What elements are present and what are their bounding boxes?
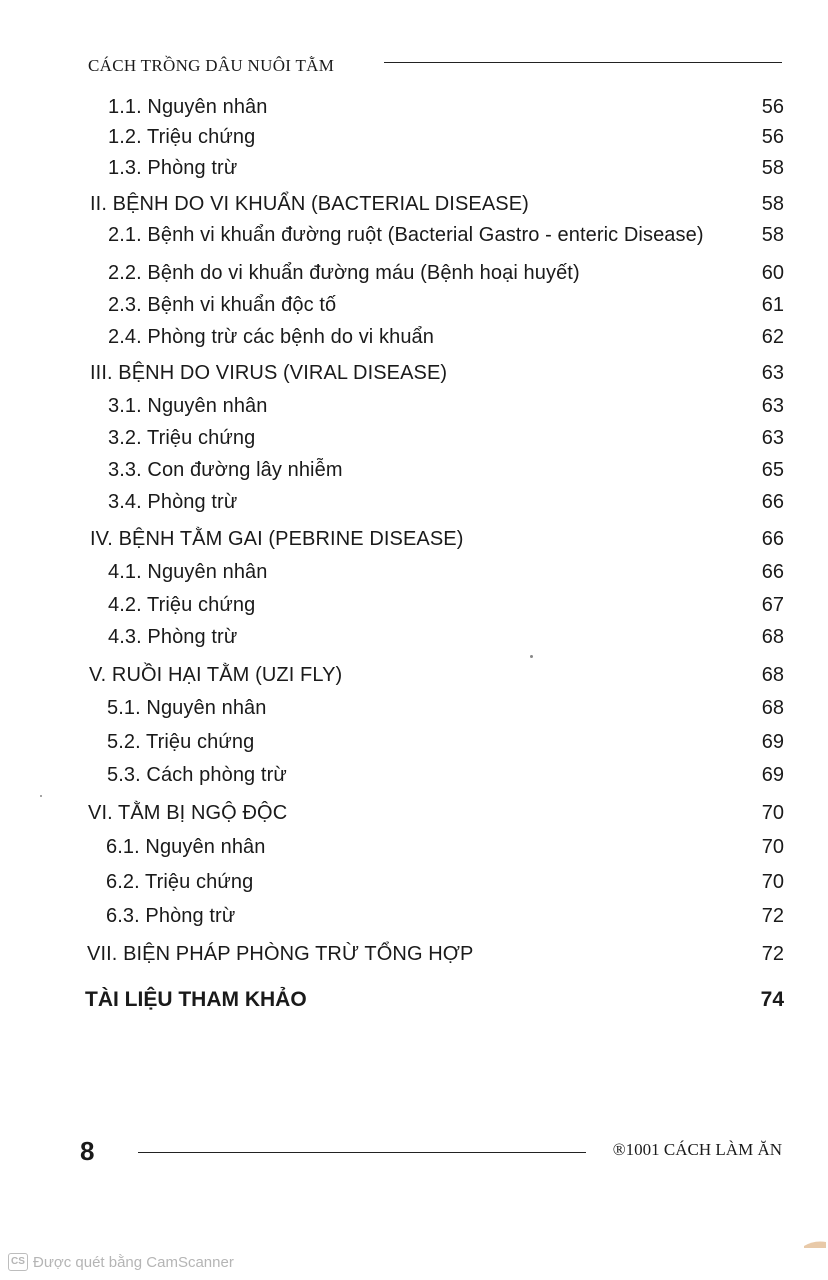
toc-entry-label: IV. BỆNH TẰM GAI (PEBRINE DISEASE) <box>90 528 464 550</box>
toc-entry <box>108 294 784 317</box>
toc-entry <box>108 594 784 617</box>
toc-entry-page: 62 <box>761 326 784 348</box>
page-number: 8 <box>80 1136 95 1166</box>
toc-entry-label: 5.1. Nguyên nhân <box>107 697 267 719</box>
toc-entry-label: 2.2. Bệnh do vi khuẩn đường máu (Bệnh hoại huyết) <box>108 262 580 284</box>
toc-entry-page: 63 <box>761 362 784 384</box>
toc-entry <box>90 528 784 551</box>
toc-entry-page: 60 <box>761 262 784 284</box>
toc-entry-page: 72 <box>761 905 784 927</box>
toc-entry-page: 58 <box>761 157 784 179</box>
toc-entry <box>90 193 784 216</box>
toc-entry-page: 72 <box>761 943 784 965</box>
toc-entry <box>108 326 784 349</box>
toc-entry-page: 68 <box>761 697 784 719</box>
toc-entry <box>108 96 784 119</box>
toc-entry-label: VII. BIỆN PHÁP PHÒNG TRỪ TỔNG HỢP <box>87 943 474 965</box>
toc-entry <box>108 427 784 450</box>
toc-entry-page: 65 <box>761 459 784 481</box>
camscanner-watermark <box>8 1251 234 1273</box>
toc-entry-page: 68 <box>761 664 784 686</box>
scan-speck <box>40 795 42 797</box>
toc-entry <box>106 836 784 859</box>
toc-entry-label: 1.2. Triệu chứng <box>108 126 256 148</box>
corner-smudge <box>804 1242 826 1249</box>
toc-entry-page: 74 <box>760 988 784 1011</box>
toc-entry <box>108 224 784 247</box>
toc-entry-page: 69 <box>761 731 784 753</box>
toc-entry-label: 2.3. Bệnh vi khuẩn độc tố <box>108 294 337 316</box>
toc-entry-page: 67 <box>761 594 784 616</box>
toc-entry <box>108 157 784 180</box>
toc-entry <box>108 491 784 514</box>
toc-entry <box>107 697 784 720</box>
toc-entry <box>106 905 784 928</box>
toc-entry <box>107 764 784 787</box>
toc-entry-page: 70 <box>761 802 784 824</box>
toc-entry <box>106 871 784 894</box>
toc-entry-page: 58 <box>761 193 784 215</box>
toc-entry-label: 6.1. Nguyên nhân <box>106 836 266 858</box>
toc-entry <box>108 459 784 482</box>
toc-entry-page: 70 <box>761 871 784 893</box>
toc-entry <box>108 626 784 649</box>
footer-rule <box>138 1152 586 1153</box>
toc-entry-label: 1.1. Nguyên nhân <box>108 96 268 118</box>
toc-entry-label: 4.1. Nguyên nhân <box>108 561 268 583</box>
toc-entry-label: 3.3. Con đường lây nhiễm <box>108 459 343 481</box>
toc-entry-label: 2.4. Phòng trừ các bệnh do vi khuẩn <box>108 326 434 348</box>
toc-entry-page: 61 <box>761 294 784 316</box>
toc-entry-label: 6.2. Triệu chứng <box>106 871 254 893</box>
toc-entry-page: 56 <box>761 126 784 148</box>
toc-entry-label: 4.2. Triệu chứng <box>108 594 256 616</box>
toc-entry-label: V. RUỒI HẠI TẰM (UZI FLY) <box>89 664 343 686</box>
toc-entry-label: 3.2. Triệu chứng <box>108 427 256 449</box>
toc-entry <box>89 664 784 687</box>
toc-entry-label: 2.1. Bệnh vi khuẩn đường ruột (Bacterial Gastro - enteric Disease) <box>108 224 704 246</box>
toc-entry-label: TÀI LIỆU THAM KHẢO <box>85 988 307 1011</box>
toc-entry <box>90 362 784 385</box>
toc-entry-page: 66 <box>761 491 784 513</box>
page-corner-mark <box>802 1236 828 1250</box>
toc-entry-page: 68 <box>761 626 784 648</box>
toc-entry-label: 6.3. Phòng trừ <box>106 905 236 927</box>
toc-entry-label: III. BỆNH DO VIRUS (VIRAL DISEASE) <box>90 362 448 384</box>
toc-entry <box>108 262 784 285</box>
toc-entry-label: II. BỆNH DO VI KHUẨN (BACTERIAL DISEASE) <box>90 193 529 215</box>
book-title: CÁCH TRỒNG DÂU NUÔI TẰM <box>88 56 335 75</box>
toc-entry <box>87 943 784 966</box>
toc-entry <box>108 395 784 418</box>
camscanner-text: Được quét bằng CamScanner <box>33 1253 234 1271</box>
toc-entry-label: 4.3. Phòng trừ <box>108 626 238 648</box>
series-name: ®1001 CÁCH LÀM ĂN <box>612 1140 782 1159</box>
toc-entry <box>88 802 784 825</box>
toc-entry <box>108 561 784 584</box>
toc-entry-page: 66 <box>761 528 784 550</box>
scan-speck <box>530 655 533 658</box>
toc-entry <box>107 731 784 754</box>
page-footer <box>80 1136 782 1170</box>
toc-entry-label: 3.4. Phòng trừ <box>108 491 238 513</box>
toc-entry-page: 69 <box>761 764 784 786</box>
toc-entry-label: 3.1. Nguyên nhân <box>108 395 268 417</box>
toc-entry-page: 63 <box>761 427 784 449</box>
toc-entry-label: 1.3. Phòng trừ <box>108 157 238 179</box>
toc-entry-page: 58 <box>761 224 784 246</box>
camscanner-icon: CS <box>8 1253 28 1271</box>
toc-entry-label: 5.2. Triệu chứng <box>107 731 255 753</box>
toc-entry-label: 5.3. Cách phòng trừ <box>107 764 287 786</box>
toc-entry-label: VI. TẰM BỊ NGỘ ĐỘC <box>88 802 288 824</box>
toc-entry-page: 63 <box>761 395 784 417</box>
toc-entry-references <box>85 988 784 1012</box>
toc-entry-page: 56 <box>761 96 784 118</box>
toc-entry <box>108 126 784 149</box>
toc-entry-page: 70 <box>761 836 784 858</box>
toc-entry-page: 66 <box>761 561 784 583</box>
